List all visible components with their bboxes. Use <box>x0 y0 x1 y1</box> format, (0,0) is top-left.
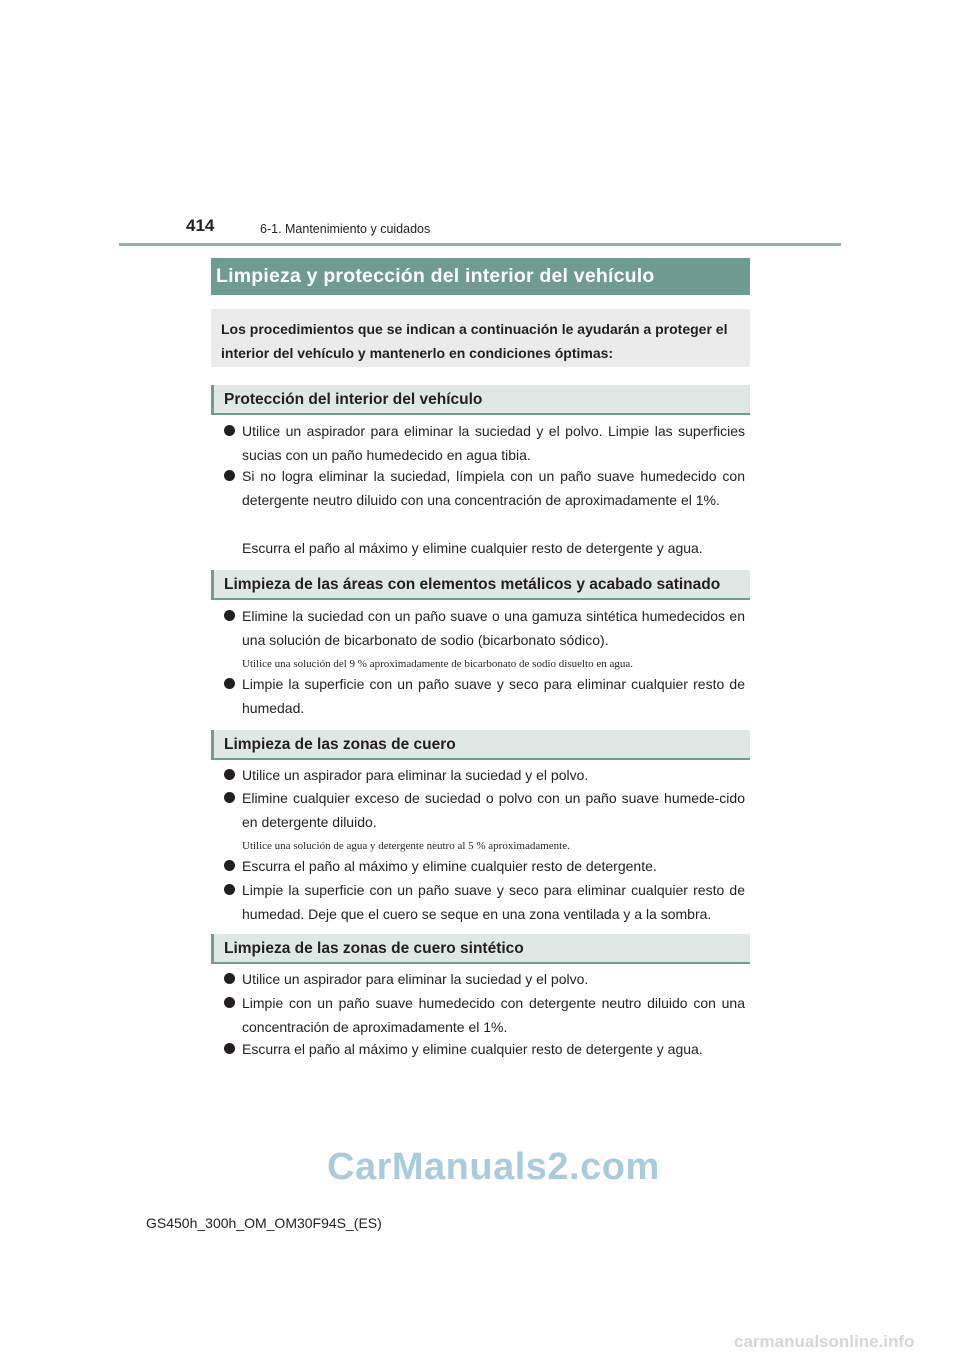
watermark-logo: CarManuals2.com <box>327 1146 660 1188</box>
intro-line: interior del vehículo y mantenerlo en condiciones óptimas: <box>221 345 614 361</box>
intro-line: Los procedimientos que se indican a continuación le ayudarán a proteger el <box>221 321 728 337</box>
list-item <box>222 464 745 512</box>
list-item-text: Utilice un aspirador para eliminar la suciedad y el polvo. <box>242 767 589 783</box>
list-item-text: Utilice un aspirador para eliminar la suciedad y el polvo. Limpie las superficies sucias con un paño humedecido en agua tibia. <box>242 423 745 463</box>
note: Utilice una solución del 9 % aproximadamente de bicarbonato de sodio disuelto en agua. <box>242 658 633 670</box>
list-item-text: Escurra el paño al máximo y elimine cualquier resto de detergente y agua. <box>242 1041 703 1057</box>
section-heading: Protección del interior del vehículo <box>211 385 750 415</box>
list-item-text: Limpie con un paño suave humedecido con detergente neutro diluido con una concentración de aproximadamente el 1%. <box>242 995 745 1035</box>
list-item <box>222 967 745 991</box>
section-heading: Limpieza de las zonas de cuero sintético <box>211 934 750 964</box>
list-item <box>222 763 745 787</box>
list-item-text: Si no logra eliminar la suciedad, límpiela con un paño suave humedecido con detergente neutro diluido con una concentración de aproximadamente el 1%. <box>242 468 745 508</box>
list-item-text: Escurra el paño al máximo y elimine cualquier resto de detergente. <box>242 858 657 874</box>
intro-box <box>211 309 750 367</box>
header-divider <box>119 243 841 246</box>
section-heading: Limpieza de las áreas con elementos metálicos y acabado satinado <box>211 570 750 600</box>
main-title: Limpieza y protección del interior del vehículo <box>211 258 750 295</box>
bullet-icon <box>224 470 235 481</box>
bullet-icon <box>224 860 235 871</box>
bullet-icon <box>224 1043 235 1054</box>
page-number: 414 <box>186 216 215 235</box>
section-heading: Limpieza de las zonas de cuero <box>211 730 750 760</box>
list-item <box>222 786 745 834</box>
list-item <box>222 1037 745 1061</box>
bullet-icon <box>224 769 235 780</box>
bullet-icon <box>224 678 235 689</box>
bullet-icon <box>224 997 235 1008</box>
list-item <box>222 991 745 1039</box>
bullet-icon <box>224 792 235 803</box>
site-watermark: carmanualsonline.info <box>734 1332 915 1351</box>
list-item-text: Elimine la suciedad con un paño suave o una gamuza sintética humedecidos en una solución de bicarbonato de sodio (bicarbonato sódico). <box>242 608 745 648</box>
list-item-text: Limpie la superficie con un paño suave y seco para eliminar cualquier resto de humedad. Deje que el cuero se seque en una zona ventilada y a la sombra. <box>242 882 745 922</box>
list-item <box>222 604 745 652</box>
chapter-heading: 6-1. Mantenimiento y cuidados <box>260 222 431 236</box>
bullet-icon <box>224 425 235 436</box>
list-item <box>222 854 745 878</box>
bullet-icon <box>224 973 235 984</box>
list-item <box>222 672 745 720</box>
bullet-icon <box>224 884 235 895</box>
bullet-icon <box>224 610 235 621</box>
list-item-text: Elimine cualquier exceso de suciedad o polvo con un paño suave humede-cido en detergente diluido. <box>242 790 745 830</box>
paragraph: Escurra el paño al máximo y elimine cualquier resto de detergente y agua. <box>242 540 703 556</box>
note: Utilice una solución de agua y detergente neutro al 5 % aproximadamente. <box>242 840 570 852</box>
list-item <box>222 878 745 926</box>
footer-code: GS450h_300h_OM_OM30F94S_(ES) <box>146 1215 382 1231</box>
list-item-text: Utilice un aspirador para eliminar la suciedad y el polvo. <box>242 971 589 987</box>
list-item-text: Limpie la superficie con un paño suave y seco para eliminar cualquier resto de humedad. <box>242 676 745 716</box>
list-item <box>222 419 745 467</box>
